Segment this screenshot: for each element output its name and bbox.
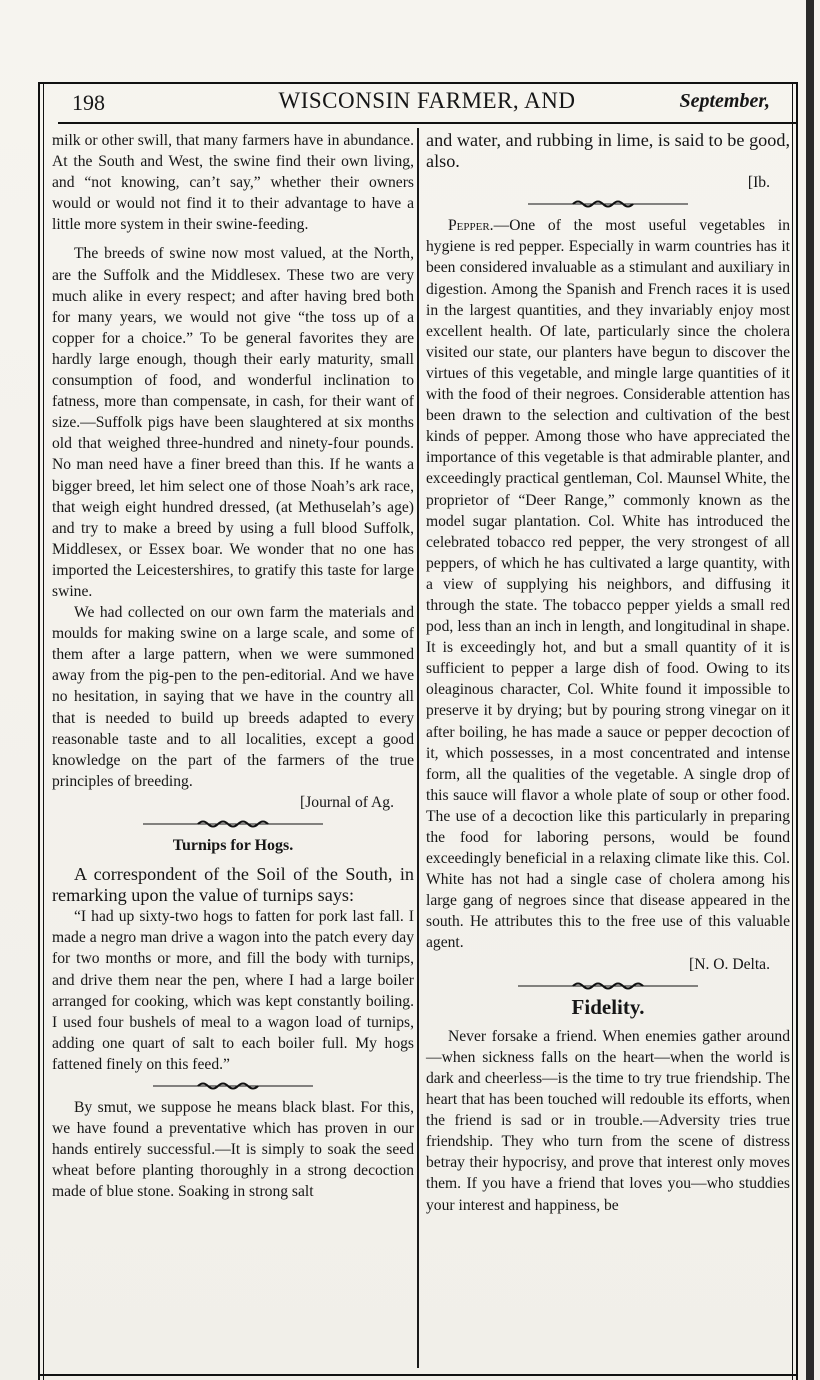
- frame-rule-left: [38, 82, 40, 1380]
- left-column: [52, 130, 414, 1203]
- page-header: [58, 86, 796, 124]
- frame-rule-left-inner: [43, 82, 44, 1380]
- right-column: [426, 130, 790, 1216]
- page-number: 198: [72, 90, 105, 115]
- article-heading-fidelity: Fidelity.: [571, 994, 645, 1019]
- article-paragraph: A correspondent of the Soil of the South, in remarking upon the value of turnips says:: [52, 864, 414, 906]
- column-divider: [417, 128, 419, 1368]
- article-paragraph: milk or other swill, that many farmers have in abundance. At the South and West, the swine find their own living, and “not knowing, can’t say,” whether their owners would or would not find it to their advantage to have a little more system in their swine-feeding.: [52, 132, 414, 234]
- pepper-article: [426, 215, 790, 953]
- article-paragraph: We had collected on our own farm the materials and moulds for making swine on a large scale, and some of them after a large pattern, when we were summoned away from the pig-pen to the pen-editorial. And we have no hesitation, in saying that we have in the country all that is needed to build up breeds adapted to every reasonable taste and to all localities, except a good knowledge on the part of the farmers of the true principles of breeding.: [52, 604, 414, 790]
- masthead-title: WISCONSIN FARMER, AND: [278, 88, 576, 113]
- article-source: [N. O. Delta.: [689, 955, 770, 973]
- frame-rule-right: [796, 82, 798, 1380]
- article-lead-pepper: Pepper.: [448, 217, 494, 235]
- ornament-divider: [518, 981, 698, 991]
- article-source: [Ib.: [747, 174, 770, 192]
- frame-rule-top: [38, 82, 798, 84]
- issue-month: September,: [679, 90, 770, 112]
- article-body: —One of the most useful vegetables in hygiene is red pepper. Especially in warm countries has it been considered invaluable as a stimulant and auxiliary in digestion. Among the Spanish and French races it is used in the largest quantities, and they invariably enjoy most excellent health. Of late, particularly since the cholera visited our state, our planters have begun to discover the virtues of this vegetable, and mingle large quantities of it with the food of their negroes. Considerable attention has been drawn to the selection and cultivation of the best kinds of pepper. Among those who have appreciated the importance of this vegetable is that admirable planter, and exceedingly practical gentleman, Col. Maunsel White, the proprietor of “Deer Range,” commonly known as the model sugar plantation. Col. White has introduced the celebrated tobacco red pepper, the very strongest of all peppers, of which he has cultivated a large quantity, with a view of supplying his neighbors, and diffusing it through the state. The tobacco pepper yields a small red pod, less than an inch in length, and longitudinal in shape. It is exceedingly hot, and but a small quantity of it is sufficient to pepper a large dish of food. Owing to its oleaginous character, Col. White found it impossible to preserve it by drying; but by pouring strong vinegar on it after boiling, he has made a sauce or pepper decoction of it, which possesses, in a most concentrated and intense form, all the qualities of the vegetable. A single drop of this sauce will flavor a whole plate of soup or other food. The use of a decoction like this particularly in preparing the food for laboring persons, would be found exceedingly beneficial in a relaxing climate like this. Col. White has not had a single case of cholera among his large gang of negroes since that disease appeared in the south. He attributes this to the free use of this valuable agent.: [426, 217, 790, 952]
- article-paragraph: By smut, we suppose he means black blast. For this, we have found a preventative which has proven in our hands entirely successful.—It is simply to soak the seed wheat before planting thoroughly in a strong decoction made of blue stone. Soaking in strong salt: [52, 1099, 414, 1201]
- article-paragraph: and water, and rubbing in lime, is said to be good, also.: [426, 130, 790, 172]
- quoted-paragraph: “I had up sixty-two hogs to fatten for pork last fall. I made a negro man drive a wagon into the patch every day for two months or more, and fill the body with turnips, and drive them near the pen, where I had a large boiler arranged for cooking, which was kept constantly boiling. I used four bushels of meal to a wagon load of turnips, adding one quart of salt to each boiler full. My hogs fattened finely on this feed.”: [52, 908, 414, 1073]
- ornament-divider: [143, 819, 323, 829]
- ornament-divider: [153, 1081, 313, 1091]
- page-edge-shadow: [806, 0, 814, 1380]
- article-paragraph: The breeds of swine now most valued, at the North, are the Suffolk and the Middlesex. These two are very much alike in every respect; and after having bred both for many years, we would not give “the toss up of a copper for a choice.” To be general favorites they are hardly large enough, though their early maturity, small consumption of food, and wonderful inclination to fatness, more than compensate, in cash, for their want of size.—Suffolk pigs have been slaughtered at six months old that weighed three-hundred and ninety-four pounds. No man need have a finer breed than this. If he wants a bigger breed, let him select one of those Noah’s ark race, that weigh eight hundred dressed, (at Methuselah’s age) and try to make a breed by using a full blood Suffolk, Middlesex, or Essex boar. We wonder that no one has imported the Leicestershires, to gratify this taste for large swine.: [52, 245, 414, 600]
- article-heading-turnips: Turnips for Hogs.: [172, 837, 294, 854]
- frame-rule-bottom: [38, 1374, 798, 1376]
- article-paragraph: Never forsake a friend. When enemies gather around—when sickness falls on the heart—when the world is dark and cheerless—is the time to try true friendship. The heart that has been touched will redouble its efforts, when the friend is sad or in trouble.—Adversity tries true friendship. They who turn from the scene of distress betray their hypocrisy, and prove that interest only moves them. If you have a friend that loves you—who studdies your interest and happiness, be: [426, 1027, 790, 1214]
- ornament-divider: [528, 199, 688, 209]
- article-source: [Journal of Ag.: [300, 793, 394, 811]
- frame-rule-right-inner: [792, 82, 793, 1380]
